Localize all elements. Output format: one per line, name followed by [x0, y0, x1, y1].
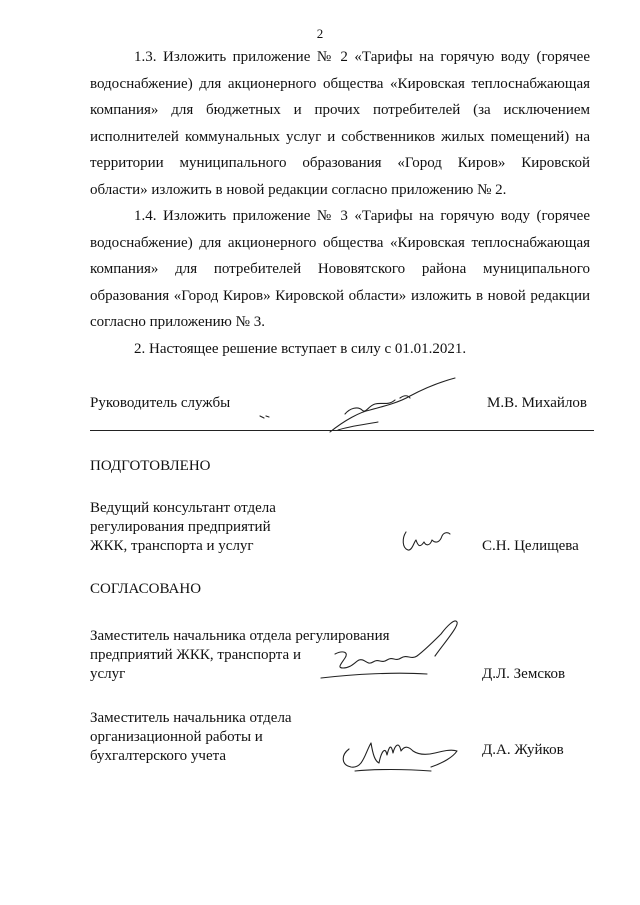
signature-divider [90, 430, 594, 431]
body-paragraphs [90, 44, 590, 362]
signer-1-position-line-3: услуг [90, 666, 126, 682]
prepared-heading: ПОДГОТОВЛЕНО [90, 458, 211, 474]
page-number: 2 [316, 26, 324, 41]
signer-2-position-line-1: Заместитель начальника отдела [90, 710, 292, 726]
signer-1-name: Д.Л. Земсков [482, 666, 566, 682]
paragraph-1-4: 1.4. Изложить приложение № 3 «Тарифы на горячую воду (горячее водоснабжение) для акционерного общества «Кировская теплоснабжающая компания» для потребителей Нововятского района муниципального образования «Город Киров» Кировской области» изложить в новой редакции согласно приложению № 3. [90, 208, 590, 330]
head-name: М.В. Михайлов [487, 395, 588, 411]
paragraph-2: 2. Настоящее решение вступает в силу с 01.01.2021. [134, 340, 467, 357]
prepared-name: С.Н. Целищева [482, 538, 579, 554]
signer-2-name: Д.А. Жуйков [482, 742, 564, 758]
prepared-position-line-2: регулирования предприятий [90, 519, 271, 535]
head-title: Руководитель службы [90, 395, 231, 411]
prepared-signature-icon [398, 528, 458, 558]
signer-2-position-line-3: бухгалтерского учета [90, 748, 227, 764]
signer-2-position-line-2: организационной работы и [90, 729, 263, 745]
prepared-position-line-3: ЖКК, транспорта и услуг [90, 538, 254, 554]
signer-1-position-line-1: Заместитель начальника отдела регулирования [90, 628, 390, 644]
prepared-position-line-1: Ведущий консультант отдела [90, 500, 276, 516]
agreed-heading: СОГЛАСОВАНО [90, 581, 202, 597]
signer-1-signature-icon [315, 612, 475, 692]
paragraph-1-3: 1.3. Изложить приложение № 2 «Тарифы на горячую воду (горячее водоснабжение) для акционерного общества «Кировская теплоснабжающая компания» для бюджетных и прочих потребителей (за исключением исполнителей коммунальных услуг и собственников жилых помещений) на территории муниципального образования «Город Киров» Кировской области» изложить в новой редакции согласно приложению № 2. [90, 49, 590, 198]
signer-1-position-line-2: предприятий ЖКК, транспорта и [90, 647, 301, 663]
signer-2-signature-icon [335, 725, 475, 775]
head-signature-icon [250, 372, 470, 442]
